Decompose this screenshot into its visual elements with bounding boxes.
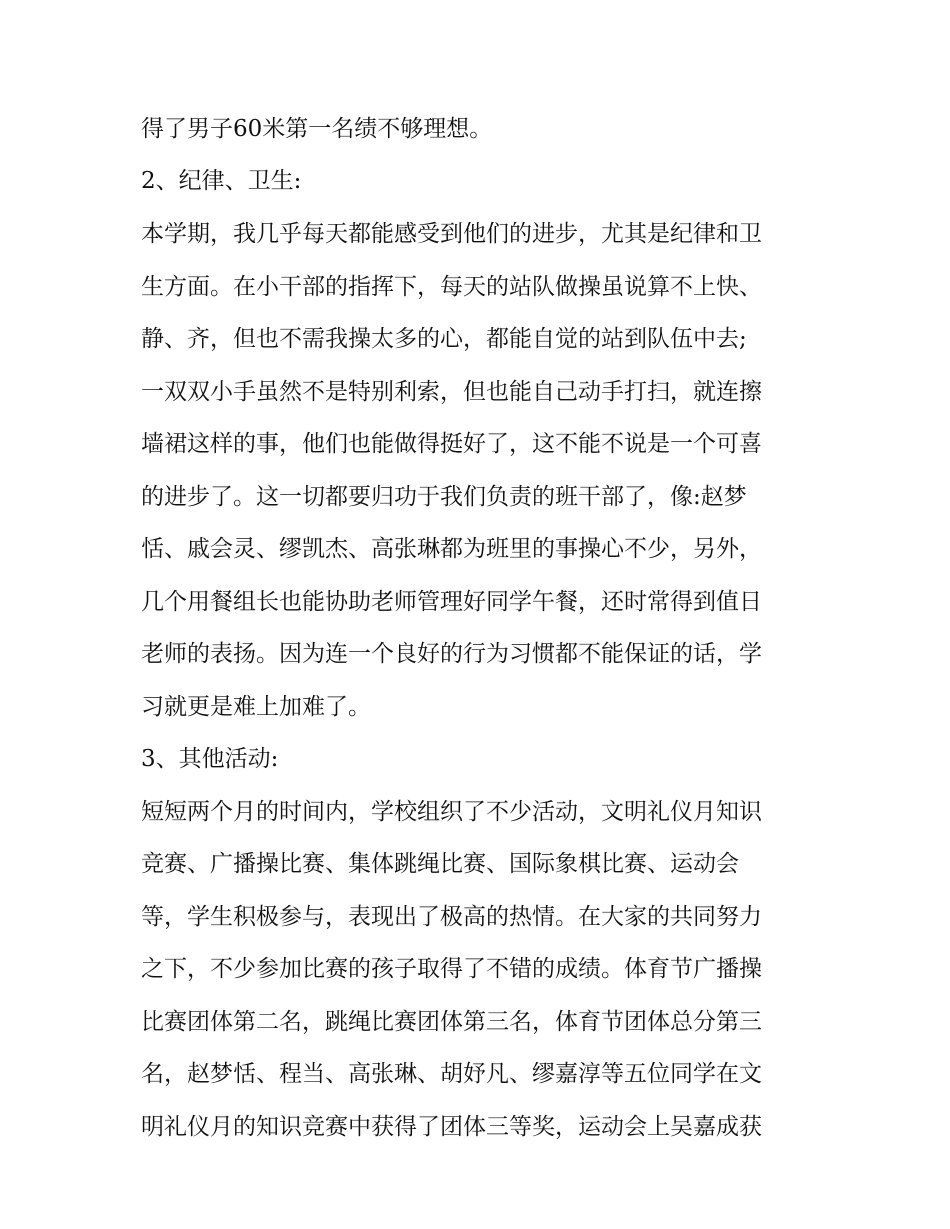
text-line: 静、齐，但也不需我操太多的心，都能自觉的站到队伍中去; [141,326,747,352]
text-line: 一双双小手虽然不是特别利索，但也能自己动手打扫，就连擦 [141,379,762,405]
text-line: 比赛团体第二名，跳绳比赛团体第三名，体育节团体总分第三 [141,1009,762,1035]
text-line: 几个用餐组长也能协助老师管理好同学午餐，还时常得到值日 [141,589,762,615]
text-line: 习就更是难上加难了。 [141,694,371,720]
section-heading: 3、其他活动: [141,746,279,772]
text-line: 明礼仪月的知识竞赛中获得了团体三等奖，运动会上吴嘉成获 [141,1114,762,1140]
text-line: 恬、戚会灵、缪凯杰、高张琳都为班里的事操心不少，另外， [141,536,762,562]
text-line: 名，赵梦恬、程当、高张琳、胡妤凡、缪嘉淳等五位同学在文 [141,1061,762,1087]
text-line: 得了男子60米第一名绩不够理想。 [141,116,493,142]
text-line: 短短两个月的时间内，学校组织了不少活动，文明礼仪月知识 [141,799,762,825]
text-line: 老师的表扬。因为连一个良好的行为习惯都不能保证的话，学 [141,641,762,667]
text-line: 之下，不少参加比赛的孩子取得了不错的成绩。体育节广播操 [141,956,762,982]
text-line: 竞赛、广播操比赛、集体跳绳比赛、国际象棋比赛、运动会 [141,851,739,877]
text-line: 生方面。在小干部的指挥下，每天的站队做操虽说算不上快、 [141,274,762,300]
text-line: 墙裙这样的事，他们也能做得挺好了，这不能不说是一个可喜 [141,431,762,457]
text-line: 的进步了。这一切都要归功于我们负责的班干部了，像:赵梦 [141,484,747,510]
text-line: 本学期，我几乎每天都能感受到他们的进步，尤其是纪律和卫 [141,221,762,247]
text-line: 等，学生积极参与，表现出了极高的热情。在大家的共同努力 [141,904,762,930]
section-heading: 2、纪律、卫生: [141,168,302,194]
